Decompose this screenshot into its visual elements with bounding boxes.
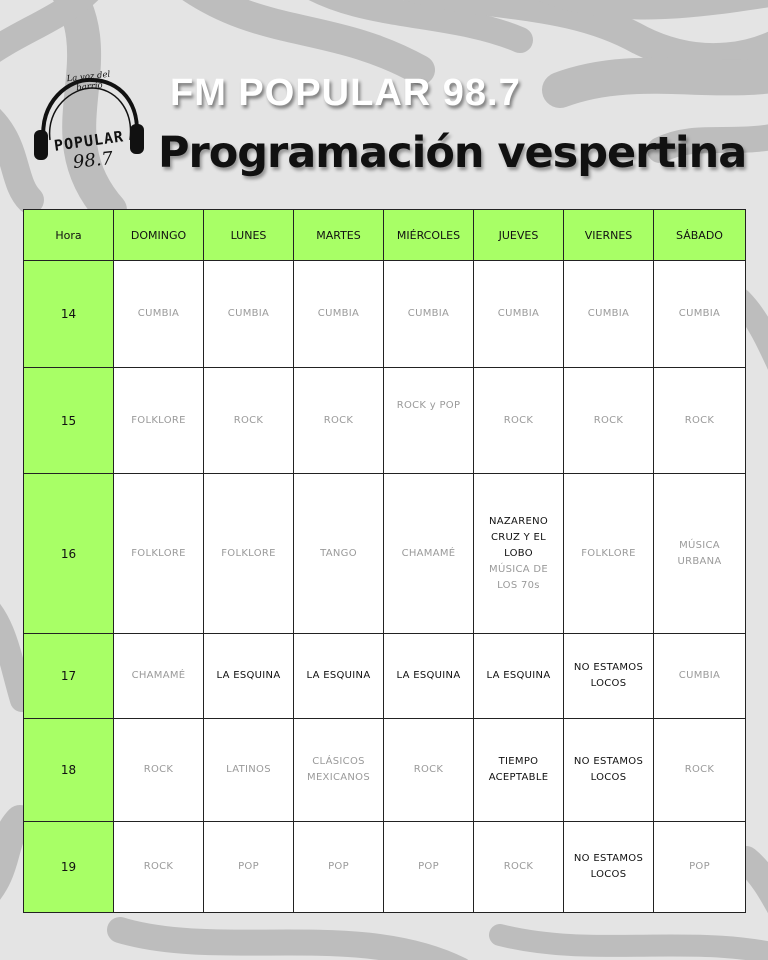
- program-cell: CHAMAMÉ: [114, 634, 204, 719]
- schedule-row: [24, 368, 746, 474]
- program-cell: LA ESQUINA: [204, 634, 294, 719]
- schedule-row: [24, 822, 746, 913]
- program-cell: CHAMAMÉ: [384, 474, 474, 634]
- hour-cell: 14: [24, 261, 114, 368]
- schedule-table: [23, 209, 746, 913]
- program-cell: ROCK: [564, 368, 654, 474]
- program-cell: LATINOS: [204, 719, 294, 822]
- program-cell: POP: [204, 822, 294, 913]
- program-cell: TANGO: [294, 474, 384, 634]
- program-cell: NO ESTAMOS LOCOS: [564, 634, 654, 719]
- hour-cell: 15: [24, 368, 114, 474]
- program-cell: CUMBIA: [654, 634, 746, 719]
- program-cell: ROCK: [654, 368, 746, 474]
- program-cell: FOLKLORE: [114, 368, 204, 474]
- program-cell: FOLKLORE: [564, 474, 654, 634]
- program-cell: ROCK: [654, 719, 746, 822]
- program-cell: FOLKLORE: [204, 474, 294, 634]
- program-cell: POP: [384, 822, 474, 913]
- day-header-sabado: SÁBADO: [654, 210, 746, 261]
- program-cell: CUMBIA: [474, 261, 564, 368]
- program-cell: ROCK: [384, 719, 474, 822]
- program-cell: NO ESTAMOS LOCOS: [564, 822, 654, 913]
- program-title: NAZARENO CRUZ Y EL LOBO: [488, 515, 549, 559]
- program-cell: CUMBIA: [384, 261, 474, 368]
- logo-name: POPULAR: [52, 127, 126, 155]
- day-header-miercoles: MIÉRCOLES: [384, 210, 474, 261]
- program-cell: POP: [294, 822, 384, 913]
- page-title: Programación vespertina: [158, 128, 747, 178]
- hour-cell: 19: [24, 822, 114, 913]
- program-cell: TIEMPO ACEPTABLE: [474, 719, 564, 822]
- schedule-row: [24, 719, 746, 822]
- program-cell: FOLKLORE: [114, 474, 204, 634]
- program-cell: CUMBIA: [654, 261, 746, 368]
- program-cell: [474, 474, 564, 634]
- program-cell: ROCK: [204, 368, 294, 474]
- day-header-lunes: LUNES: [204, 210, 294, 261]
- program-cell: ROCK: [474, 368, 564, 474]
- schedule-row: [24, 261, 746, 368]
- day-header-jueves: JUEVES: [474, 210, 564, 261]
- hour-cell: 18: [24, 719, 114, 822]
- station-name: FM POPULAR 98.7: [170, 72, 521, 114]
- schedule-row: [24, 634, 746, 719]
- program-cell: ROCK: [114, 719, 204, 822]
- program-cell: ROCK: [114, 822, 204, 913]
- program-cell: ROCK y POP: [384, 368, 474, 474]
- day-header-domingo: DOMINGO: [114, 210, 204, 261]
- header-row: [24, 210, 746, 261]
- program-cell: ROCK: [474, 822, 564, 913]
- program-cell: ROCK: [294, 368, 384, 474]
- program-cell: LA ESQUINA: [294, 634, 384, 719]
- hour-cell: 16: [24, 474, 114, 634]
- program-cell: LA ESQUINA: [474, 634, 564, 719]
- program-cell: CUMBIA: [294, 261, 384, 368]
- station-logo: [30, 69, 148, 190]
- program-cell: CUMBIA: [204, 261, 294, 368]
- program-cell: CUMBIA: [114, 261, 204, 368]
- program-genre: MÚSICA DE LOS 70s: [489, 563, 548, 591]
- program-cell: LA ESQUINA: [384, 634, 474, 719]
- day-header-viernes: VIERNES: [564, 210, 654, 261]
- program-cell: MÚSICA URBANA: [654, 474, 746, 634]
- hour-header: Hora: [24, 210, 114, 261]
- program-cell: CUMBIA: [564, 261, 654, 368]
- logo-number: 98.7: [71, 147, 115, 174]
- logo-tagline: La voz del barrio: [66, 69, 111, 94]
- program-cell: CLÁSICOS MEXICANOS: [294, 719, 384, 822]
- program-cell: NO ESTAMOS LOCOS: [564, 719, 654, 822]
- day-header-martes: MARTES: [294, 210, 384, 261]
- hour-cell: 17: [24, 634, 114, 719]
- program-cell: POP: [654, 822, 746, 913]
- schedule-row: [24, 474, 746, 634]
